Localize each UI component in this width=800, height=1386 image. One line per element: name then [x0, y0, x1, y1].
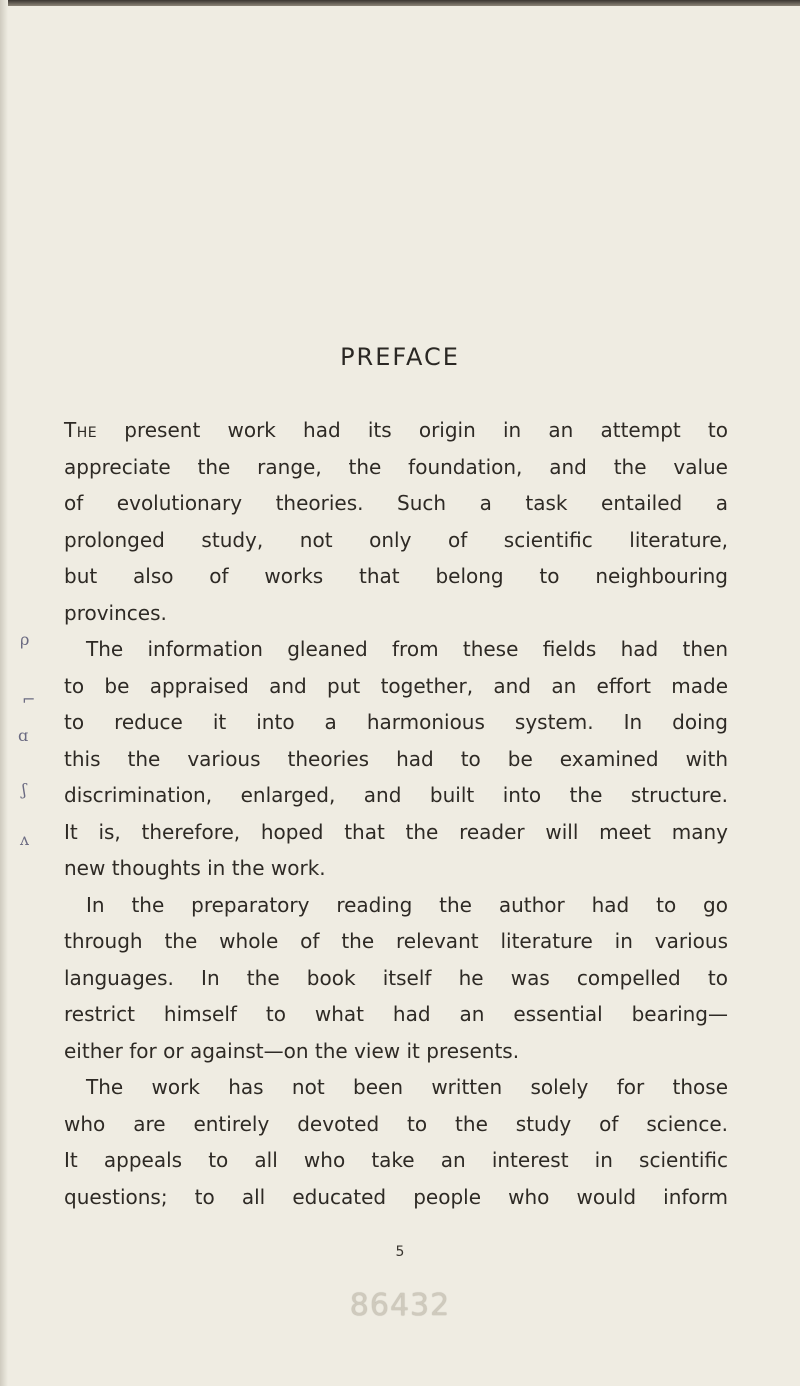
pencil-mark-icon: ɑ — [18, 726, 29, 745]
text-line-12: It is, therefore, hoped that the reader will meet many — [64, 819, 728, 844]
text-line-9: to reduce it into a harmonious system. In doing — [64, 710, 728, 734]
page-number: 5 — [395, 1244, 405, 1260]
library-stamp-number: 86432 — [349, 1288, 451, 1323]
pencil-mark-icon: ⌐ — [22, 690, 36, 709]
text-line-19: The work has not been written solely for those — [86, 1075, 728, 1099]
text-line-17: restrict himself to what had an essential bearing— — [64, 1002, 728, 1026]
text-line-7: The information gleaned from these fields had then — [86, 637, 728, 661]
text-line-22: questions; to all educated people who would inform — [64, 1184, 728, 1209]
opening-word: The — [64, 418, 98, 442]
text-line-3: of evolutionary theories. Such a task entailed a — [64, 491, 728, 515]
text-line-10: this the various theories had to be examined with — [64, 746, 728, 771]
margin-pencil-marks — [14, 630, 54, 870]
text-line-4: prolonged study, not only of scientific literature, — [64, 527, 728, 552]
text-line-16: languages. In the book itself he was compelled to — [64, 965, 728, 990]
text-line-11: discrimination, enlarged, and built into the structure. — [64, 783, 728, 807]
pencil-mark-icon: ρ — [20, 630, 30, 649]
text-line-14: In the preparatory reading the author had to go — [86, 892, 728, 917]
text-line-6: provinces. — [64, 600, 167, 625]
preface-body — [64, 412, 728, 1215]
pencil-mark-icon: ʌ — [20, 830, 30, 849]
pencil-mark-icon: ʃ — [22, 780, 27, 799]
page-top-edge — [0, 0, 800, 6]
text-line-18: either for or against—on the view it presents. — [64, 1038, 520, 1063]
text-line-2: appreciate the range, the foundation, and the value — [64, 454, 728, 479]
text-line-13: new thoughts in the work. — [64, 856, 326, 880]
page-heading: PREFACE — [340, 343, 460, 371]
text-line-5: but also of works that belong to neighbouring — [64, 564, 728, 588]
text-line-8: to be appraised and put together, and an effort made — [64, 673, 728, 698]
text-line-15: through the whole of the relevant literature in various — [64, 929, 728, 953]
page-binding-edge — [0, 0, 8, 1386]
text-line-21: It appeals to all who take an interest in scientific — [64, 1148, 728, 1172]
text-line-20: who are entirely devoted to the study of science. — [64, 1111, 728, 1136]
text-line-1: The present work had its origin in an attempt to — [64, 418, 728, 442]
